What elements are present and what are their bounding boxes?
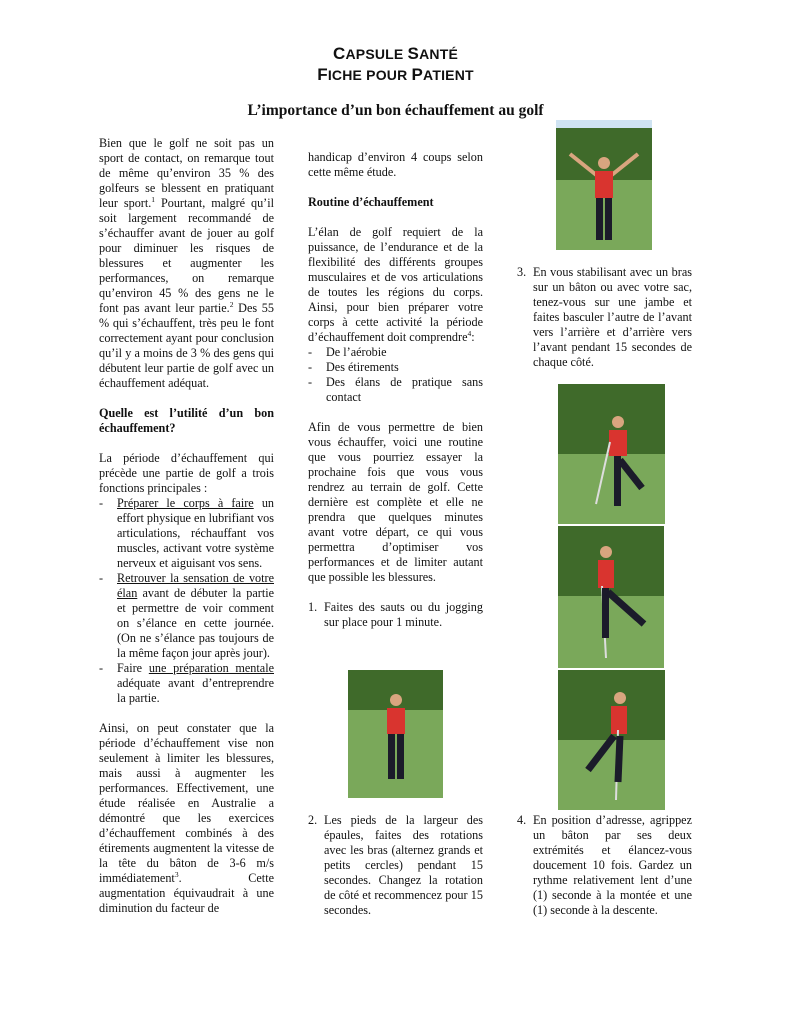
list-item: - Faire une préparation mentale adéquate avant d’entreprendre la partie.	[99, 661, 274, 705]
intro-paragraph: Bien que le golf ne soit pas un sport de contact, on remarque tout de même qu’environ 35 % des golfeurs se blessent en pratiquant leur sport.$^1$ Pourtant, malgré qu’il soit largement recommandé de s’échauffer avant de jouer au golf pour diminuer les risques de blessures et augmenter les performances, on remarque qu’environ 45 % des gens ne le font pas avant leur partie.$^2$ Des 55 % qui s’échauffent, très peu le font correctement ayant pour conclusion qu’il y a moins de 3 % des gens qui débutent leur partie de golf avec un échauffement adéquat.	[99, 136, 275, 390]
photo-swing-address	[558, 670, 665, 810]
list-item: - Préparer le corps à faire un effort physique en lubrifiant vos articulations, réchauffant vos muscles, activant votre système nerveux et aiguisant vos sens.	[99, 496, 275, 570]
section-heading-utility: Quelle est l’utilité d’un bon échauffement?	[99, 406, 274, 435]
list-item: - De l’aérobie	[308, 345, 387, 359]
step-3: 3. En vous stabilisant avec un bras sur un bâton ou avec votre sac, tenez-vous sur une jambe et faites basculer l’autre de l’avant vers l’arrière et d’arrière vers l’avant pendant 15 secondes de chaque côté.	[517, 265, 692, 369]
routine-intro-paragraph: Afin de vous permettre de bien vous échauffer, voici une routine que vous pourriez essayer la prochaine fois que vous vous rendrez au terrain de golf. Cette dernière est complète et elle ne prendra que quelques minutes avant votre départ, ce qui vous permettra d’optimiser vos performances et de limiter autant que possible les blessures.	[308, 420, 483, 584]
section-heading-routine: Routine d’échauffement	[308, 195, 434, 209]
continued-paragraph: handicap d’environ 4 coups selon cette même étude.	[308, 150, 483, 179]
photo-leg-swing-1	[558, 384, 665, 524]
photo-jogging	[348, 670, 443, 798]
step-2-block	[308, 813, 483, 918]
routine-paragraph: L’élan de golf requiert de la puissance, de l’endurance et de la flexibilité des différents groupes musculaires et de vos articulations de toutes les régions du corps. Ainsi, pour bien préparer votre corps à cette activité la période d’échauffement doit comprendre$^4$:	[308, 225, 483, 344]
list-item: - Des étirements	[308, 360, 399, 374]
functions-intro: La période d’échauffement qui précède une partie de golf a trois fonctions principales :	[99, 451, 274, 495]
column-2	[308, 150, 483, 630]
column-1	[99, 136, 274, 916]
step-2: 2. Les pieds de la largeur des épaules, faites des rotations avec les bras (alternez grands et petits cercles) pendant 15 secondes. Changez la rotation de côté et recommencez pour 15 secondes.	[308, 813, 483, 917]
photo-arm-circles	[556, 120, 652, 250]
step-4: 4. En position d’adresse, agrippez un bâton par ses deux extrémités et élancez-vous doucement 10 fois. Gardez un rythme relativement lent d’une (1) seconde à la montée et une (1) seconde à la descente.	[517, 813, 692, 917]
step-1: 1. Faites des sauts ou du jogging sur place pour 1 minute.	[308, 600, 483, 629]
conclusion-paragraph: Ainsi, on peut constater que la période d’échauffement vise non seulement à limiter les blessures, mais aussi à augmenter les performances. Effectivement, une étude réalisée en Australie a démontré que les exercices d’échauffement combinés à des étirements augmentent la vitesse de la tête du bâton de 3-6 m/s immédiatement$^3$. Cette augmentation équivaudrait à une diminution du facteur de	[99, 721, 274, 915]
step-4-block	[517, 813, 692, 918]
photo-leg-swing-2	[558, 526, 664, 668]
page-title: L’importance d’un bon échauffement au golf	[247, 102, 544, 119]
list-item: - Des élans de pratique sans contact	[308, 375, 483, 404]
header-line-1: CAPSULE SANTÉ	[332, 44, 459, 63]
step-3-block	[517, 265, 692, 370]
list-item: - Retrouver la sensation de votre élan avant de débuter la partie et permettre de voir comment on s’élance en cette journée. (On ne s’élance pas toujours de la même façon jour après jour).	[99, 571, 274, 660]
header-line-2: FICHE POUR PATIENT	[317, 65, 474, 84]
